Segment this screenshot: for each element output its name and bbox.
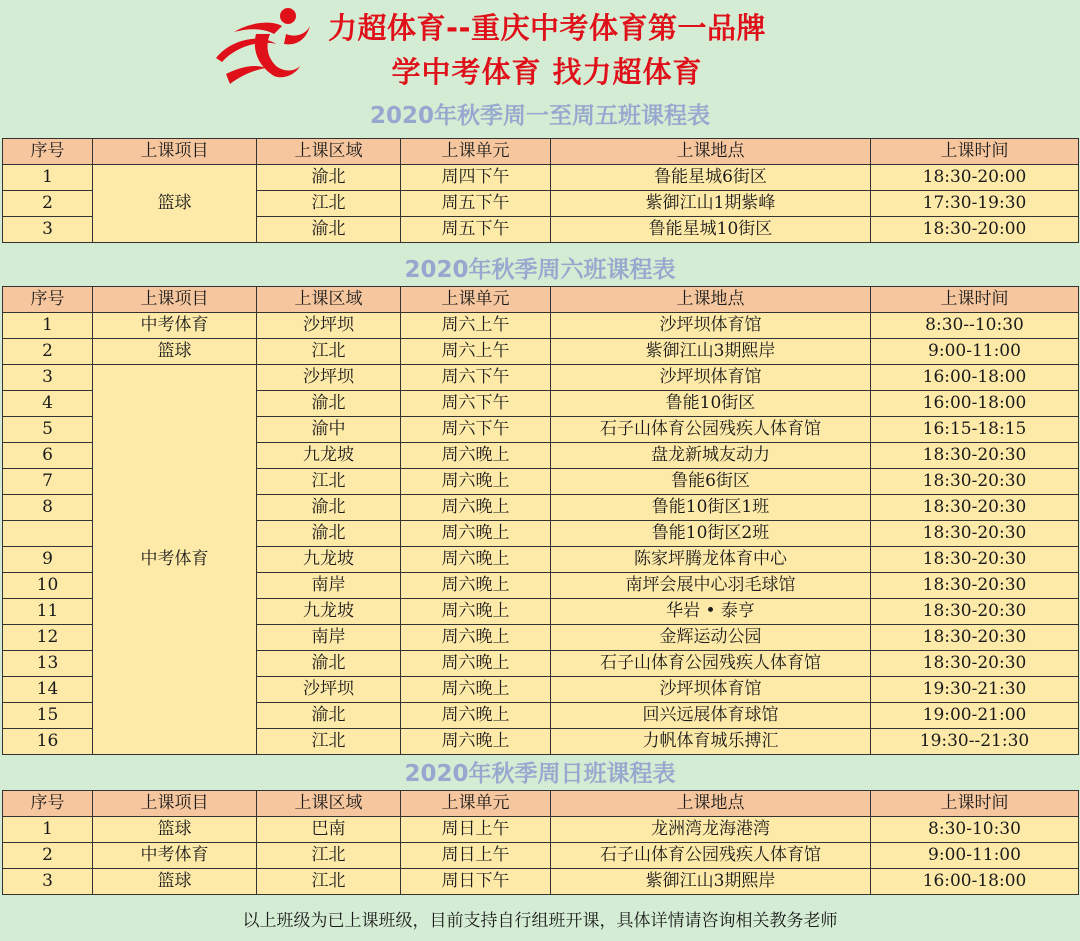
cell-index: 10 [3,573,93,599]
cell-location: 金辉运动公园 [551,625,871,651]
saturday-schedule-table [2,286,1079,755]
cell-program: 中考体育 [93,313,257,339]
cell-time: 17:30-19:30 [871,191,1079,217]
cell-index: 9 [3,547,93,573]
cell-session: 周六晚上 [401,573,551,599]
cell-index: 8 [3,495,93,521]
col-header-location: 上课地点 [551,287,871,313]
cell-index: 2 [3,843,93,869]
cell-index: 13 [3,651,93,677]
cell-time: 18:30-20:30 [871,547,1079,573]
cell-district: 江北 [257,339,401,365]
sunday-schedule-title: 2020年秋季周日班课程表 [404,761,676,787]
cell-time: 16:15-18:15 [871,417,1079,443]
cell-district: 南岸 [257,625,401,651]
cell-session: 周六下午 [401,365,551,391]
cell-session: 周六下午 [401,391,551,417]
weekday-schedule-title: 2020年秋季周一至周五班课程表 [369,103,710,129]
cell-index: 4 [3,391,93,417]
cell-location: 龙洲湾龙海港湾 [551,817,871,843]
cell-session: 周六上午 [401,339,551,365]
table-row [3,313,1079,339]
cell-time: 16:00-18:00 [871,391,1079,417]
col-header-index: 序号 [3,287,93,313]
cell-index: 15 [3,703,93,729]
footnote: 以上班级为已上课班级，目前支持自行组班开课，具体详情请咨询相关教务老师 [242,911,838,931]
cell-session: 周六晚上 [401,729,551,755]
cell-location: 鲁能10街区1班 [551,495,871,521]
cell-index: 14 [3,677,93,703]
cell-time: 19:00-21:00 [871,703,1079,729]
col-header-program: 上课项目 [93,791,257,817]
col-header-program: 上课项目 [93,287,257,313]
saturday-schedule-title: 2020年秋季周六班课程表 [404,257,676,283]
cell-location: 石子山体育公园残疾人体育馆 [551,651,871,677]
cell-location: 陈家坪腾龙体育中心 [551,547,871,573]
table-row [3,843,1079,869]
col-header-time: 上课时间 [871,139,1079,165]
cell-index: 11 [3,599,93,625]
col-header-time: 上课时间 [871,287,1079,313]
cell-time: 18:30-20:30 [871,521,1079,547]
cell-location: 鲁能10街区 [551,391,871,417]
cell-time: 19:30--21:30 [871,729,1079,755]
col-header-session: 上课单元 [401,791,551,817]
cell-program: 篮球 [93,339,257,365]
cell-location: 鲁能6街区 [551,469,871,495]
header [0,0,1080,90]
cell-district: 渝北 [257,651,401,677]
sunday-schedule-table [2,790,1079,895]
table-header-row [3,139,1079,165]
cell-location: 鲁能星城10街区 [551,217,871,243]
cell-session: 周六晚上 [401,651,551,677]
cell-location: 石子山体育公园残疾人体育馆 [551,417,871,443]
cell-district: 九龙坡 [257,547,401,573]
cell-index: 12 [3,625,93,651]
cell-location: 力帆体育城乐搏汇 [551,729,871,755]
cell-program: 篮球 [93,817,257,843]
cell-location: 沙坪坝体育馆 [551,313,871,339]
cell-index: 1 [3,313,93,339]
cell-session: 周五下午 [401,191,551,217]
col-header-district: 上课区域 [257,139,401,165]
cell-index: 1 [3,817,93,843]
cell-time: 18:30-20:30 [871,625,1079,651]
table-row [3,817,1079,843]
cell-district: 渝北 [257,703,401,729]
cell-location: 回兴远展体育球馆 [551,703,871,729]
cell-district: 江北 [257,843,401,869]
cell-district: 江北 [257,869,401,895]
cell-district: 渝北 [257,495,401,521]
col-header-session: 上课单元 [401,139,551,165]
cell-session: 周六晚上 [401,521,551,547]
cell-location: 鲁能星城6街区 [551,165,871,191]
cell-session: 周六晚上 [401,625,551,651]
cell-district: 九龙坡 [257,443,401,469]
cell-session: 周六晚上 [401,495,551,521]
cell-district: 江北 [257,469,401,495]
col-header-index: 序号 [3,791,93,817]
col-header-program: 上课项目 [93,139,257,165]
cell-district: 沙坪坝 [257,677,401,703]
cell-district: 渝北 [257,521,401,547]
cell-time: 18:30-20:00 [871,217,1079,243]
cell-session: 周五下午 [401,217,551,243]
cell-district: 渝北 [257,165,401,191]
cell-program: 中考体育 [93,365,257,755]
cell-session: 周六上午 [401,313,551,339]
cell-district: 渝北 [257,217,401,243]
table-row [3,869,1079,895]
cell-time: 9:00-11:00 [871,843,1079,869]
cell-district: 渝北 [257,391,401,417]
col-header-location: 上课地点 [551,139,871,165]
cell-index: 3 [3,869,93,895]
cell-session: 周六晚上 [401,547,551,573]
cell-district: 江北 [257,729,401,755]
cell-index: 5 [3,417,93,443]
table-row [3,365,1079,391]
col-header-location: 上课地点 [551,791,871,817]
table-header-row [3,791,1079,817]
cell-session: 周日上午 [401,843,551,869]
cell-session: 周六晚上 [401,443,551,469]
cell-index: 2 [3,191,93,217]
cell-time: 16:00-18:00 [871,365,1079,391]
cell-time: 18:30-20:30 [871,651,1079,677]
cell-index [3,521,93,547]
cell-location: 鲁能10街区2班 [551,521,871,547]
cell-location: 华岩 • 泰亨 [551,599,871,625]
cell-district: 九龙坡 [257,599,401,625]
cell-district: 沙坪坝 [257,313,401,339]
col-header-index: 序号 [3,139,93,165]
cell-time: 16:00-18:00 [871,869,1079,895]
cell-district: 沙坪坝 [257,365,401,391]
cell-time: 18:30-20:30 [871,469,1079,495]
cell-district: 渝中 [257,417,401,443]
cell-session: 周六晚上 [401,469,551,495]
cell-index: 3 [3,217,93,243]
cell-location: 紫御江山1期紫峰 [551,191,871,217]
cell-district: 江北 [257,191,401,217]
cell-district: 南岸 [257,573,401,599]
cell-session: 周四下午 [401,165,551,191]
cell-time: 8:30-10:30 [871,817,1079,843]
cell-session: 周六晚上 [401,599,551,625]
cell-time: 18:30-20:30 [871,495,1079,521]
cell-index: 7 [3,469,93,495]
cell-location: 紫御江山3期熙岸 [551,339,871,365]
col-header-district: 上课区域 [257,791,401,817]
cell-location: 盘龙新城友动力 [551,443,871,469]
cell-time: 18:30-20:30 [871,599,1079,625]
brand-slogan: 力超体育--重庆中考体育第一品牌 [327,11,767,45]
cell-index: 1 [3,165,93,191]
cell-index: 16 [3,729,93,755]
cell-program: 篮球 [93,869,257,895]
cell-location: 沙坪坝体育馆 [551,677,871,703]
cell-time: 8:30--10:30 [871,313,1079,339]
cell-location: 南坪会展中心羽毛球馆 [551,573,871,599]
cell-session: 周日下午 [401,869,551,895]
cell-session: 周六晚上 [401,703,551,729]
cell-time: 19:30-21:30 [871,677,1079,703]
brand-tagline: 学中考体育 找力超体育 [391,55,703,89]
cell-session: 周日上午 [401,817,551,843]
cell-time: 18:30-20:30 [871,443,1079,469]
cell-district: 巴南 [257,817,401,843]
cell-session: 周六下午 [401,417,551,443]
col-header-time: 上课时间 [871,791,1079,817]
table-row [3,165,1079,191]
cell-time: 18:30-20:00 [871,165,1079,191]
cell-index: 2 [3,339,93,365]
cell-program: 篮球 [93,165,257,243]
cell-index: 6 [3,443,93,469]
cell-session: 周六晚上 [401,677,551,703]
col-header-district: 上课区域 [257,287,401,313]
cell-location: 石子山体育公园残疾人体育馆 [551,843,871,869]
cell-program: 中考体育 [93,843,257,869]
cell-location: 紫御江山3期熙岸 [551,869,871,895]
table-header-row [3,287,1079,313]
cell-index: 3 [3,365,93,391]
cell-time: 9:00-11:00 [871,339,1079,365]
cell-time: 18:30-20:30 [871,573,1079,599]
weekday-schedule-table [2,138,1079,243]
brand-logo-icon [212,4,312,86]
col-header-session: 上课单元 [401,287,551,313]
table-row [3,339,1079,365]
cell-location: 沙坪坝体育馆 [551,365,871,391]
